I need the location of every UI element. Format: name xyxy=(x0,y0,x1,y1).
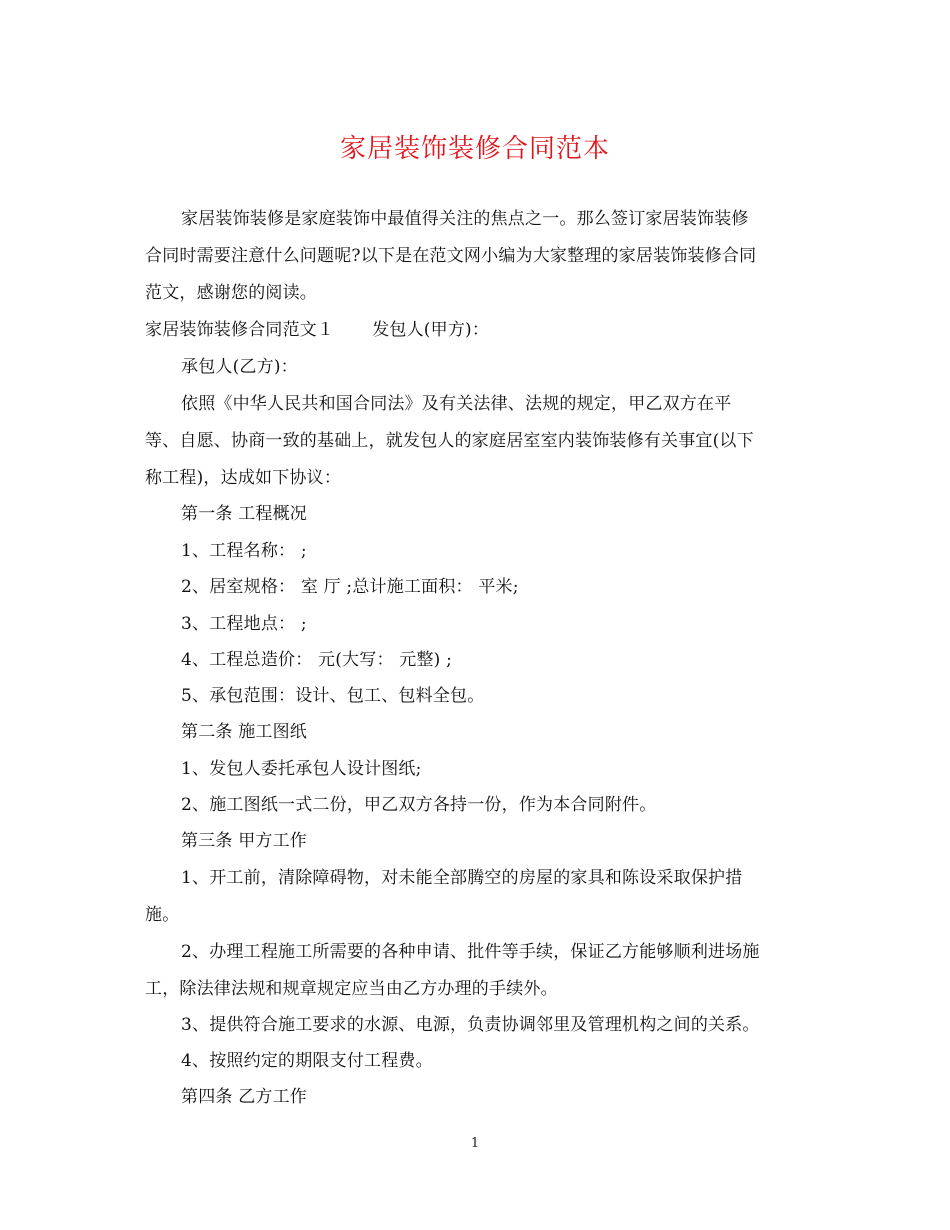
document-title: 家居装饰装修合同范本 xyxy=(339,134,610,164)
article-heading: 第四条 乙方工作 xyxy=(181,1087,308,1107)
sample-heading: 家居装饰装修合同范文１ xyxy=(145,320,335,340)
paragraph-line: 施。 xyxy=(145,905,180,925)
list-item: 1、发包人委托承包人设计图纸; xyxy=(181,759,422,779)
paragraph-line: 家居装饰装修是家庭装饰中最值得关注的焦点之一。那么签订家居装饰装修 xyxy=(181,209,749,229)
page-number: 1 xyxy=(470,1136,480,1151)
paragraph-line: 依照《中华人民共和国合同法》及有关法律、法规的规定，甲乙双方在平 xyxy=(181,394,732,414)
list-item: 3、工程地点： ; xyxy=(181,614,307,634)
list-item: 1、工程名称： ; xyxy=(181,541,307,561)
article-heading: 第三条 甲方工作 xyxy=(181,831,308,851)
list-item: 5、承包范围：设计、包工、包料全包。 xyxy=(181,686,485,706)
list-item: 2、办理工程施工所需要的各种申请、批件等手续，保证乙方能够顺利进场施 xyxy=(181,942,760,962)
list-item: 1、开工前，清除障碍物，对未能全部腾空的房屋的家具和陈设采取保护措 xyxy=(181,868,743,888)
paragraph-line: 称工程)，达成如下协议： xyxy=(145,468,342,488)
paragraph-line: 工，除法律法规和规章规定应当由乙方办理的手续外。 xyxy=(145,979,558,999)
list-item: 3、提供符合施工要求的水源、电源，负责协调邻里及管理机构之间的关系。 xyxy=(181,1015,760,1035)
paragraph-line: 合同时需要注意什么问题呢?以下是在范文网小编为大家整理的家居装饰装修合同 xyxy=(145,246,757,266)
list-item: 4、工程总造价： 元(大写： 元整) ; xyxy=(181,650,453,670)
party-a-label: 发包人(甲方)： xyxy=(372,320,490,340)
list-item: 2、居室规格： 室 厅 ;总计施工面积： 平米; xyxy=(181,577,519,597)
article-heading: 第二条 施工图纸 xyxy=(181,722,308,742)
paragraph-line: 等、自愿、协商一致的基础上，就发包人的家庭居室室内装饰装修有关事宜(以下 xyxy=(145,431,754,451)
paragraph-line xyxy=(145,318,815,342)
party-b-label: 承包人(乙方)： xyxy=(181,357,298,377)
list-item: 2、施工图纸一式二份，甲乙双方各持一份，作为本合同附件。 xyxy=(181,795,657,815)
paragraph-line: 范文，感谢您的阅读。 xyxy=(145,283,317,303)
article-heading: 第一条 工程概况 xyxy=(181,504,308,524)
list-item: 4、按照约定的期限支付工程费。 xyxy=(181,1051,433,1071)
